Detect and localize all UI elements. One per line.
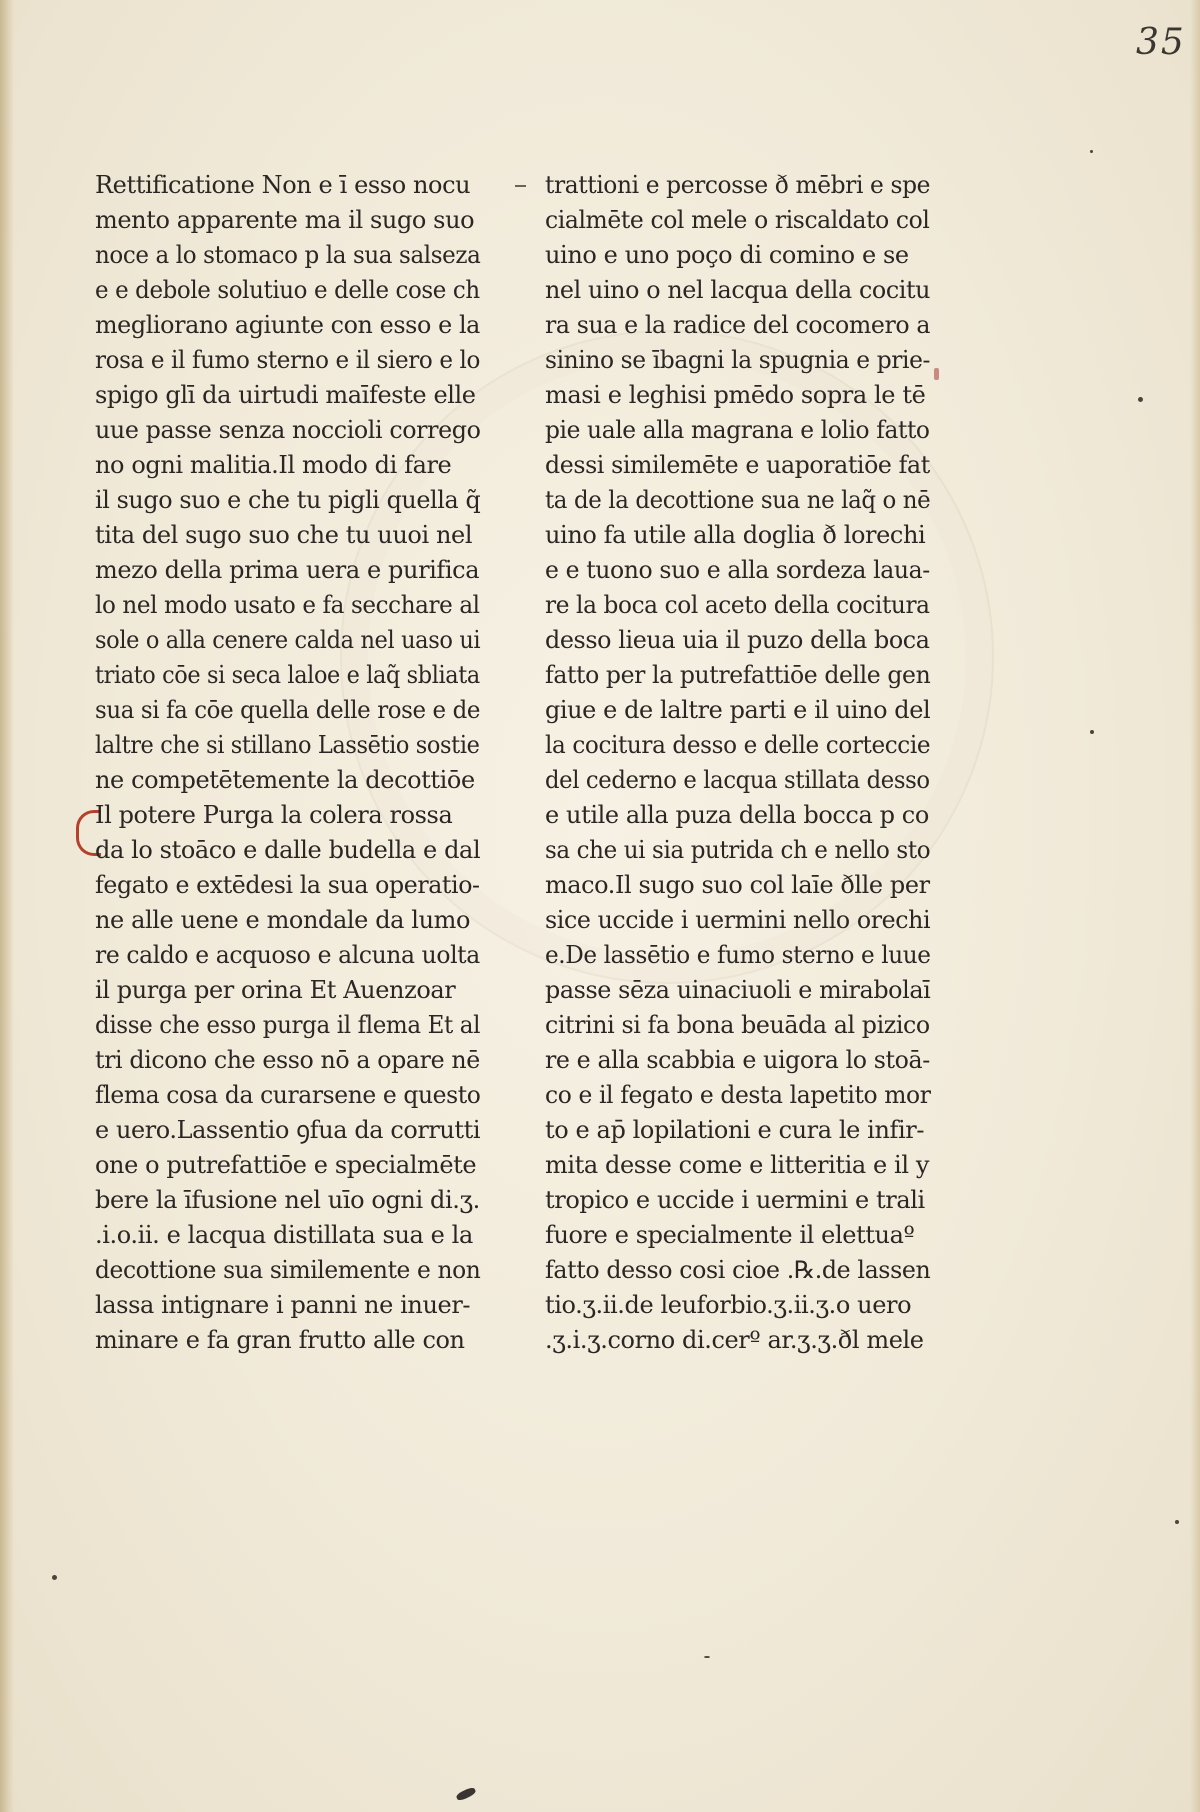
text-line: tropico e uccide i uermini e trali [545,1186,925,1214]
text-line: mento apparente ma il sugo suo [95,206,475,234]
ink-speck [1090,150,1093,153]
folio-number: 35 [1136,22,1186,63]
text-line: fegato e extēdesi la sua operatio- [95,871,480,899]
text-line: megliorano agiunte con esso e la [95,311,480,339]
ink-speck [704,1656,710,1658]
text-line: nel uino o nel lacqua della cocitu [545,276,931,304]
text-line: laltre che si stillano Lassētio sostie [95,731,480,759]
ink-speck [1175,1520,1179,1524]
text-line: lassa intignare i panni ne inuer- [95,1291,471,1319]
text-line: il purga per orina Et Auenzoar [95,976,456,1004]
text-line: citrini si fa bona beuāda al pizico [545,1011,930,1039]
text-line: e.De lassētio e fumo sterno e luue [545,941,931,969]
text-line: .ʒ.i.ʒ.corno di.cerº ar.ʒ.ʒ.ðl mele [545,1326,924,1354]
text-column-right [545,168,931,1358]
text-line: cialmēte col mele o riscaldato col [545,206,930,234]
text-column-left [95,168,481,1358]
text-line: flema cosa da curarsene e questo [95,1081,481,1109]
text-line: re caldo e acquoso e alcuna uolta [95,941,480,969]
text-line: Rettificatione Non e ī esso nocu [95,171,471,199]
text-line: e uero.Lassentio ꝯfua da corrutti [95,1116,481,1144]
text-line: sinino se ībagni la spugnia e prie- [545,346,931,374]
text-line: spigo glī da uirtudi maīfeste elle [95,381,476,409]
page-fore-edge [1190,0,1200,1812]
text-line: disse che esso purga il flema Et al [95,1011,481,1039]
text-line: triato cōe si seca laloe e laq̃ sbliata [95,661,480,689]
text-line: bere la īfusione nel uīo ogni di.ʒ. [95,1186,480,1214]
ink-blot [455,1786,477,1802]
margin-dash-mark [515,185,526,187]
text-line: il sugo suo e che tu pigli quella q̃ [95,486,481,514]
ink-speck [1090,730,1094,734]
text-line: re la boca col aceto della cocitura [545,591,930,619]
text-line: maco.Il sugo suo col laīe ðlle per [545,871,930,899]
text-line: desso lieua uia il puzo della boca [545,626,930,654]
text-line: la cocitura desso e delle corteccie [545,731,931,759]
text-line: to e ap̄ lopilationi e cura le infir- [545,1116,925,1144]
text-line: e utile alla puza della bocca p co [545,801,929,829]
text-line: noce a lo stomaco p la sua salseza [95,241,481,269]
text-line: sua si fa cōe quella delle rose e de [95,696,481,724]
text-line: fatto desso cosi cioe .℞.de lassen [545,1256,931,1284]
text-line: fuore e specialmente il elettuaº [545,1221,915,1249]
text-line: tita del sugo suo che tu uuoi nel [95,521,473,549]
text-line: e e debole solutiuo e delle cose ch [95,276,480,304]
text-line: passe sēza uinaciuoli e mirabolaī [545,976,931,1004]
text-line: decottione sua similemente e non [95,1256,481,1284]
text-line: trattioni e percosse ð mēbri e spe [545,171,931,199]
ink-speck [52,1575,57,1580]
text-line: giue e de laltre parti e il uino del [545,696,931,724]
text-line: minare e fa gran frutto alle con [95,1326,465,1354]
text-line: sice uccide i uermini nello orechi [545,906,931,934]
page-binding-edge [0,0,14,1812]
text-line: tri dicono che esso nō a opare nē [95,1046,480,1074]
text-line: ra sua e la radice del cocomero a [545,311,931,339]
text-line: tio.ʒ.ii.de leuforbio.ʒ.ii.ʒ.o uero [545,1291,912,1319]
text-line: re e alla scabbia e uigora lo stoā- [545,1046,930,1074]
text-line: sa che ui sia putrida ch e nello sto [545,836,931,864]
text-line: Il potere Purga la colera rossa [95,801,453,829]
text-line: masi e leghisi pmēdo sopra le tē [545,381,926,409]
text-line: sole o alla cenere calda nel uaso ui [95,626,481,654]
text-line: del cederno e lacqua stillata desso [545,766,930,794]
text-line: ne competētemente la decottiōe [95,766,475,794]
text-line: one o putrefattiōe e specialmēte [95,1151,477,1179]
text-line: mita desse come e litteritia e il y [545,1151,929,1179]
text-line: .i.o.ii. e lacqua distillata sua e la [95,1221,473,1249]
text-line: pie uale alla magrana e lolio fatto [545,416,930,444]
text-line: lo nel modo usato e fa secchare al [95,591,480,619]
text-line: rosa e il fumo sterno e il siero e lo [95,346,481,374]
text-line: fatto per la putrefattiōe delle gen [545,661,931,689]
text-line: ta de la decottione sua ne laq̃ o nē [545,486,931,514]
red-ink-mark [934,368,939,380]
text-line: mezo della prima uera e purifica [95,556,480,584]
ink-speck [1138,397,1143,402]
text-line: uue passe senza noccioli corrego [95,416,481,444]
text-line: no ogni malitia.Il modo di fare [95,451,452,479]
text-line: da lo stoāco e dalle budella e dal [95,836,481,864]
text-line: co e il fegato e desta lapetito mor [545,1081,931,1109]
text-line: e e tuono suo e alla sordeza laua- [545,556,930,584]
text-line: ne alle uene e mondale da lumo [95,906,471,934]
text-line: dessi similemēte e uaporatiōe fat [545,451,930,479]
text-line: uino e uno poço di comino e se [545,241,909,269]
text-line: uino fa utile alla doglia ð lorechi [545,521,926,549]
